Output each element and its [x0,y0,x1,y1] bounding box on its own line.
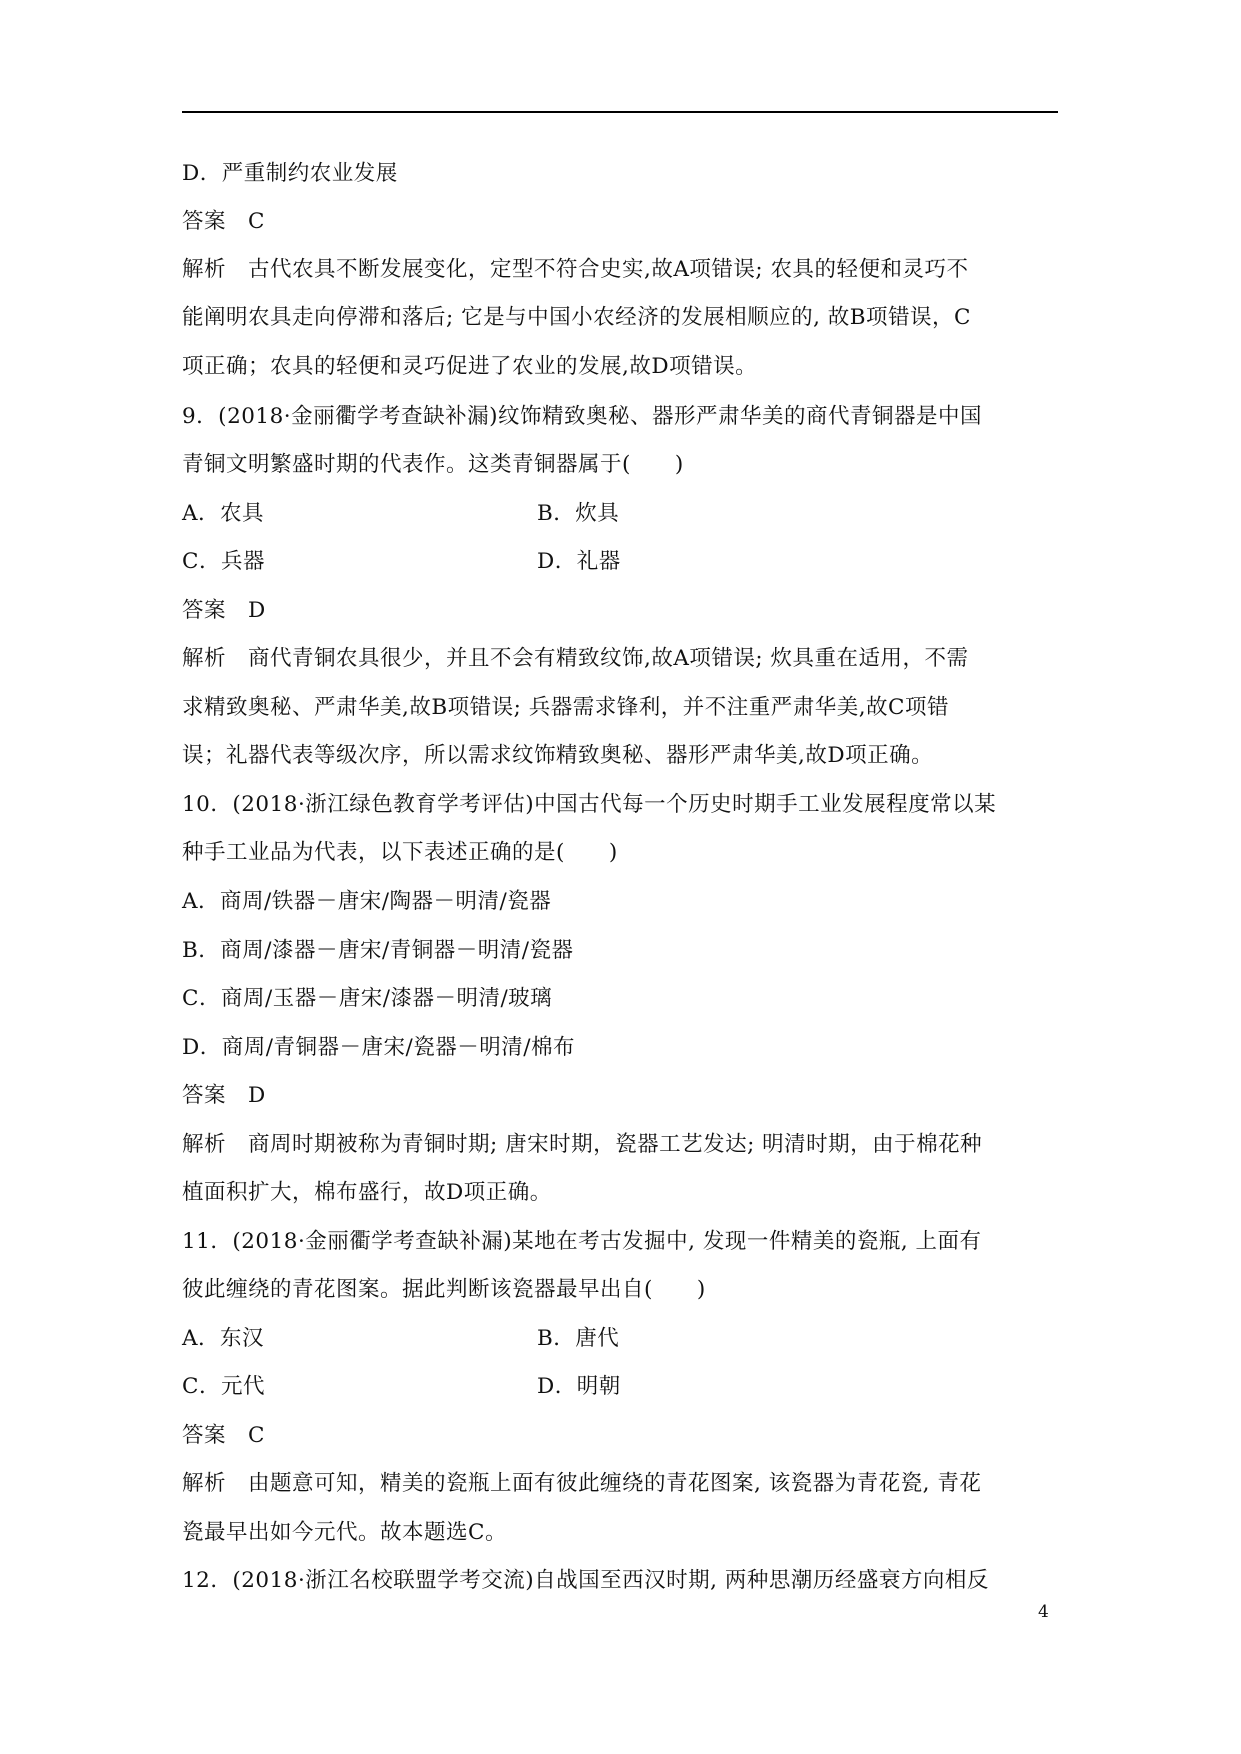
page-number: 4 [1038,1602,1049,1622]
option-11c: C．元代 [182,1374,265,1399]
analysis-10-line2: 植面积扩大，棉布盛行，故D项正确。 [182,1180,552,1205]
option-9b: B．炊具 [537,501,620,526]
option-10c: C．商周/玉器－唐宋/漆器－明清/玻璃 [182,986,553,1011]
analysis-11-line1: 解析 由题意可知，精美的瓷瓶上面有彼此缠绕的青花图案, 该瓷器为青花瓷, 青花 [182,1471,982,1496]
option-d-prev: D．严重制约农业发展 [182,161,398,186]
question-11-line2: 彼此缠绕的青花图案。据此判断该瓷器最早出自( ) [182,1277,706,1302]
option-9a: A．农具 [182,501,265,526]
analysis-10-line1: 解析 商周时期被称为青铜时期; 唐宋时期，瓷器工艺发达; 明清时期，由于棉花种 [182,1132,983,1157]
answer-11: 答案 C [182,1423,265,1448]
answer-9: 答案 D [182,598,266,623]
option-9c: C．兵器 [182,549,265,574]
option-11a: A．东汉 [182,1326,265,1351]
option-10b: B．商周/漆器－唐宋/青铜器－明清/瓷器 [182,938,574,963]
option-11b: B．唐代 [537,1326,620,1351]
question-10-line1: 10．(2018·浙江绿色教育学考评估)中国古代每一个历史时期手工业发展程度常以某 [182,792,997,817]
analysis-8-line1: 解析 古代农具不断发展变化，定型不符合史实,故A项错误; 农具的轻便和灵巧不 [182,257,969,282]
analysis-9-line2: 求精致奥秘、严肃华美,故B项错误; 兵器需求锋利，并不注重严肃华美,故C项错 [182,695,949,720]
question-12-line1: 12．(2018·浙江名校联盟学考交流)自战国至西汉时期, 两种思潮历经盛衰方向相反 [182,1568,989,1593]
answer-10: 答案 D [182,1083,266,1108]
header-rule [182,111,1058,113]
option-10a: A．商周/铁器－唐宋/陶器－明清/瓷器 [182,889,552,914]
option-10d: D．商周/青铜器－唐宋/瓷器－明清/棉布 [182,1035,575,1060]
analysis-11-line2: 瓷最早出如今元代。故本题选C。 [182,1520,507,1545]
question-10-line2: 种手工业品为代表，以下表述正确的是( ) [182,840,618,865]
analysis-9-line3: 误；礼器代表等级次序，所以需求纹饰精致奥秘、器形严肃华美,故D项正确。 [182,743,934,768]
answer-8: 答案 C [182,209,265,234]
analysis-8-line2: 能阐明农具走向停滞和落后; 它是与中国小农经济的发展相顺应的, 故B项错误，C [182,305,971,330]
option-11d: D．明朝 [537,1374,621,1399]
option-9d: D．礼器 [537,549,621,574]
question-9-line1: 9．(2018·金丽衢学考查缺补漏)纹饰精致奥秘、器形严肃华美的商代青铜器是中国 [182,404,983,429]
question-11-line1: 11．(2018·金丽衢学考查缺补漏)某地在考古发掘中, 发现一件精美的瓷瓶, 上面有 [182,1229,982,1254]
analysis-9-line1: 解析 商代青铜农具很少，并且不会有精致纹饰,故A项错误; 炊具重在适用，不需 [182,646,969,671]
question-9-line2: 青铜文明繁盛时期的代表作。这类青铜器属于( ) [182,452,684,477]
analysis-8-line3: 项正确；农具的轻便和灵巧促进了农业的发展,故D项错误。 [182,354,758,379]
